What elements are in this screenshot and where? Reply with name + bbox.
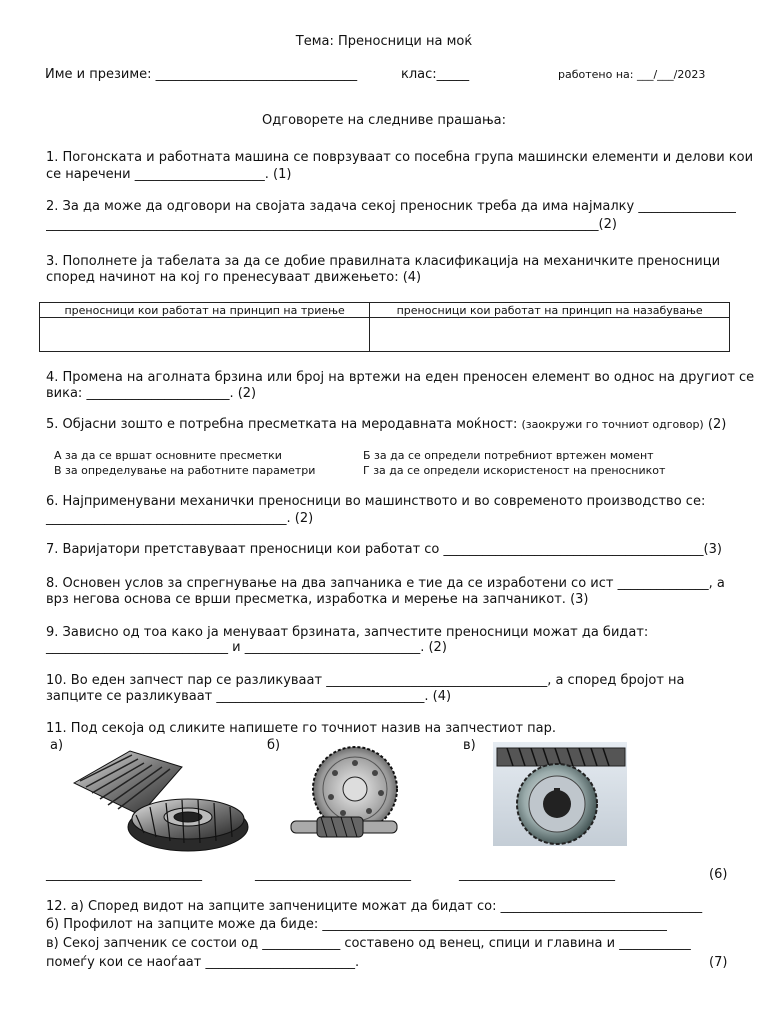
question-12-c: в) Секој запченик се состои од ____________ составено од венец, спици и главина и ___________ — [46, 936, 691, 951]
question-1-line-1: 1. Погонската и работната машина се поврзуваат со посебна група машински елементи и делови кои — [46, 150, 754, 165]
question-3-line-1: 3. Пополнете ја табелата за да се добие правилната класификација на механичките преносници — [46, 254, 721, 269]
question-3-line-2: според начинот на кој го пренесуваат движењето: (4) — [46, 270, 422, 285]
option-b[interactable]: Б за да се определи потребниот вртежен момент — [363, 449, 654, 462]
answer-line-v[interactable]: ________________________ — [459, 867, 615, 882]
name-field: Име и презиме: _______________________________ — [45, 67, 358, 82]
question-10-line-1: 10. Во еден запчест пар се разликуваат __________________________________, а според бројот на — [46, 673, 685, 688]
question-5-hint: (заокружи го точниот одговор) — [521, 418, 704, 431]
option-v[interactable]: В за определување на работните параметри — [54, 464, 316, 477]
question-12-points: (7) — [709, 955, 728, 970]
question-9-line-2: ____________________________ и ___________________________. (2) — [46, 640, 447, 655]
answer-line-b[interactable]: ________________________ — [255, 867, 411, 882]
question-11-points: (6) — [709, 867, 728, 882]
question-4-line-1: 4. Промена на аголната брзина или број на вртежи на еден преносен елемент во однос на другиот се — [46, 370, 755, 385]
answer-line-a[interactable]: ________________________ — [46, 867, 202, 882]
instruction: Одговорете на следниве прашања: — [262, 113, 506, 128]
label-b: б) — [267, 738, 281, 753]
helical-gear-image — [287, 745, 402, 850]
question-6-line-1: 6. Најприменувани механички преносници во машинството и во современото производство се: — [46, 494, 706, 509]
classification-table — [39, 302, 730, 352]
question-2-line-2: _____________________________________________________________________________________(2) — [46, 217, 617, 232]
page-title: Тема: Преносници на моќ — [295, 34, 473, 49]
question-11: 11. Под секоја од сликите напишете го точниот назив на запчестиот пар. — [46, 721, 556, 736]
question-8-line-1: 8. Основен услов за спрегнување на два запчаника е тие да се изработени со ист ______________, а — [46, 576, 725, 591]
label-a: а) — [50, 738, 64, 753]
table-cell-friction[interactable] — [40, 318, 370, 352]
table-header-friction: преносници кои работат на принцип на триење — [40, 303, 370, 318]
question-8-line-2: врз негова основа се врши пресметка, изработка и мерење на запчаникот. (3) — [46, 592, 589, 607]
question-5-text: 5. Објасни зошто е потребна пресметката на меродавната моќност: — [46, 417, 518, 432]
label-v: в) — [463, 738, 476, 753]
option-g[interactable]: Г за да се определи искористеност на преносникот — [363, 464, 666, 477]
question-12-a: 12. а) Според видот на запците запчениците можат да бидат со: _______________________________ — [46, 899, 703, 914]
option-a[interactable]: А за да се вршат основните пресметки — [54, 449, 282, 462]
worm-gear-image — [493, 742, 627, 846]
question-5 — [46, 416, 726, 433]
question-12-d: помеѓу кои се наоѓаат _______________________. — [46, 955, 360, 970]
table-header-meshing: преносници кои работат на принцип на назабување — [370, 303, 730, 318]
question-1-line-2: се наречени ____________________. (1) — [46, 167, 292, 182]
question-4-line-2: вика: ______________________. (2) — [46, 386, 257, 401]
bevel-gear-image — [70, 745, 250, 855]
table-cell-meshing[interactable] — [370, 318, 730, 352]
class-field: клас:_____ — [401, 67, 470, 82]
question-10-line-2: запците се разликуваат ________________________________. (4) — [46, 689, 452, 704]
question-7: 7. Варијатори претставуваат преносници кои работат со ________________________________________(3) — [46, 542, 722, 557]
question-12-b: б) Профилот на запците може да биде: _____________________________________________________ — [46, 917, 667, 932]
date-field: работено на: ___/___/2023 — [558, 68, 706, 81]
question-5-points: (2) — [707, 417, 727, 432]
question-9-line-1: 9. Зависно од тоа како ја менуваат брзината, запчестите преносници можат да бидат: — [46, 625, 649, 640]
question-2-line-1: 2. За да може да одговори на својата задача секој преносник треба да има најмалку _______________ — [46, 199, 736, 214]
question-6-line-2: _____________________________________. (2) — [46, 511, 314, 526]
